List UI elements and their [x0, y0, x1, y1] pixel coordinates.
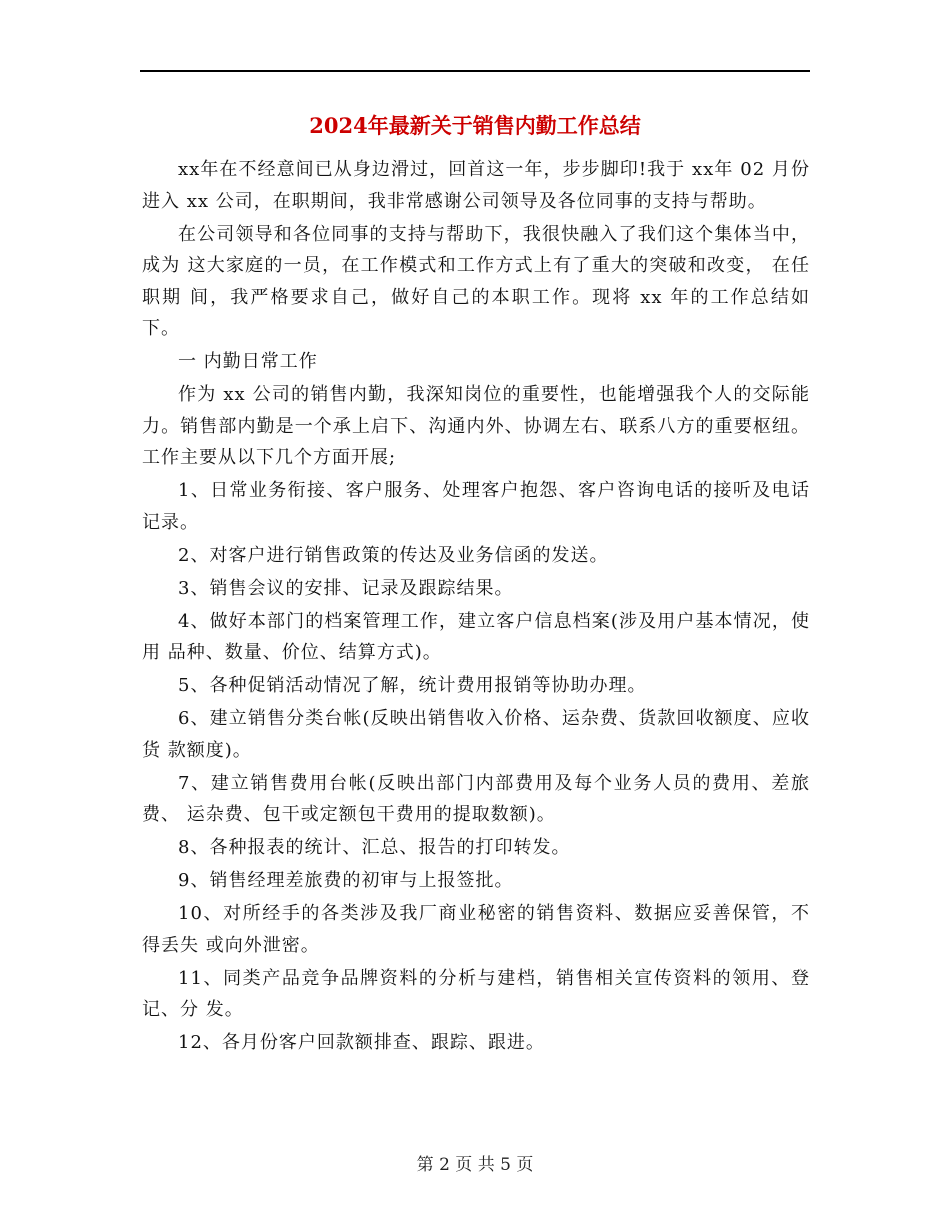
- list-item: 5、各种促销活动情况了解，统计费用报销等协助办理。: [178, 675, 647, 696]
- list-item: 4、做好本部门的档案管理工作，建立客户信息档案(涉及用户基本情况，使用 品种、数量、价位、结算方式)。: [142, 610, 810, 663]
- list-item: 9、销售经理差旅费的初审与上报签批。: [178, 870, 514, 891]
- document-body: [142, 154, 810, 1060]
- page-footer: 第 2 页 共 5 页: [416, 1155, 534, 1175]
- section-heading: 一 内勤日常工作: [178, 351, 318, 372]
- list-item: 2、对客户进行销售政策的传达及业务信函的发送。: [178, 544, 609, 566]
- paragraph-integration: 在公司领导和各位同事的支持与帮助下，我很快融入了我们这个集体当中，成为 这大家庭的一员，在工作模式和工作方式上有了重大的突破和改变， 在任职期 间，我严格要求自己，做好自己的本职工作。现将 xx 年的工作总结如下。: [142, 223, 810, 339]
- document-title: 2024年最新关于销售内勤工作总结: [309, 113, 641, 138]
- header-rule: [140, 70, 810, 72]
- list-item: 1、日常业务衔接、客户服务、处理客户抱怨、客户咨询电话的接听及电话记录。: [142, 480, 810, 533]
- paragraph-role: 作为 xx 公司的销售内勤，我深知岗位的重要性，也能增强我个人的交际能 力。销售部内勤是一个承上启下、沟通内外、协调左右、联系八方的重要枢纽。 工作主要从以下几个方面开展;: [142, 384, 810, 468]
- list-item: 11、同类产品竞争品牌资料的分析与建档，销售相关宣传资料的领用、登记、分 发。: [142, 967, 810, 1020]
- list-item: 12、各月份客户回款额排查、跟踪、跟进。: [178, 1032, 545, 1053]
- list-item: 6、建立销售分类台帐(反映出销售收入价格、运杂费、货款回收额度、应收货 款额度)。: [142, 708, 810, 761]
- list-item: 8、各种报表的统计、汇总、报告的打印转发。: [178, 837, 571, 858]
- list-item: 3、销售会议的安排、记录及跟踪结果。: [178, 577, 514, 599]
- list-item: 10、对所经手的各类涉及我厂商业秘密的销售资料、数据应妥善保管，不得丢失 或向外泄密。: [142, 903, 810, 956]
- paragraph-intro: xx年在不经意间已从身边滑过，回首这一年，步步脚印!我于 xx年 02 月份进入 xx 公司，在职期间，我非常感谢公司领导及各位同事的支持与帮助。: [142, 159, 810, 212]
- list-item: 7、建立销售费用台帐(反映出部门内部费用及每个业务人员的费用、差旅费、 运杂费、包干或定额包干费用的提取数额)。: [142, 772, 810, 825]
